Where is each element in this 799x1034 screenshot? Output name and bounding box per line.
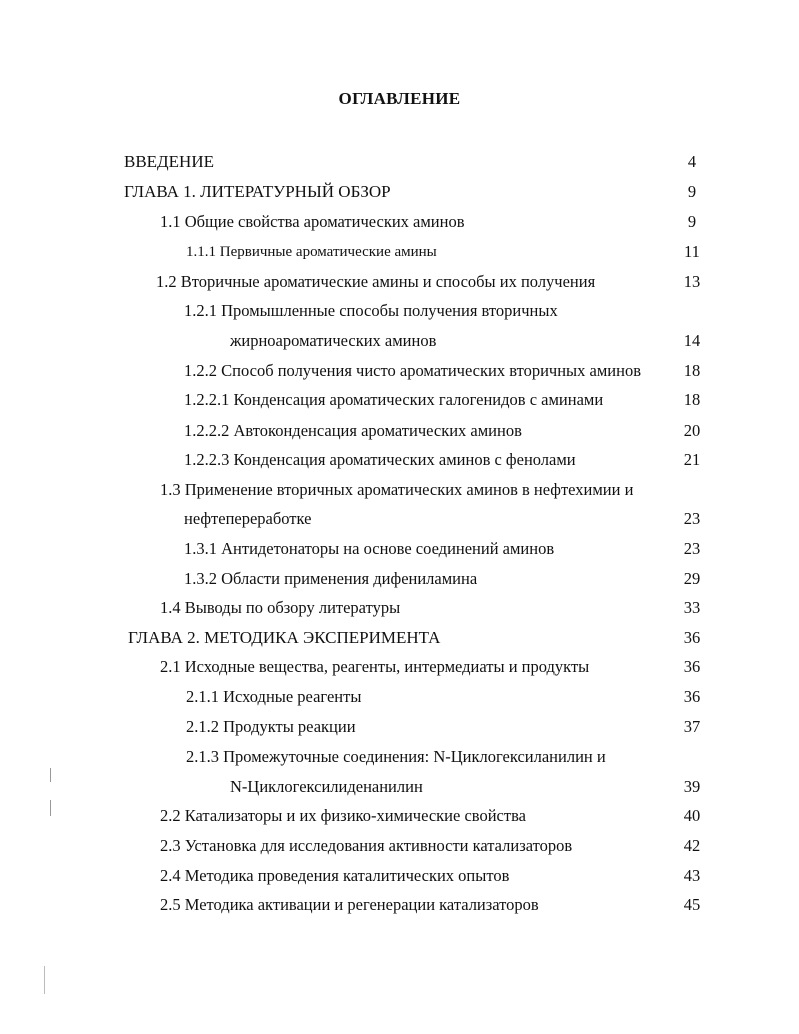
toc-entry-1-1-1 xyxy=(0,240,799,264)
toc-entry-text: 1.1.1 Первичные ароматические амины xyxy=(186,244,437,260)
toc-entry-1-3-1 xyxy=(0,537,799,561)
toc-entry-page: 9 xyxy=(687,212,697,231)
toc-entry-page: 29 xyxy=(683,569,701,588)
toc-entry-text: 2.5 Методика активации и регенерации катализаторов xyxy=(160,895,539,914)
toc-entry-page: 37 xyxy=(683,717,701,736)
toc-entry-2-4 xyxy=(0,864,799,888)
toc-entry-2-1 xyxy=(0,655,799,679)
toc-entry-chapter-2 xyxy=(0,626,799,650)
toc-entry-1-2-2 xyxy=(0,359,799,383)
toc-entry-text: нефтепереработке xyxy=(184,509,312,528)
toc-entry-page: 18 xyxy=(683,390,701,409)
toc-entry-1-2-2-1 xyxy=(0,388,799,412)
toc-entry-text: 1.4 Выводы по обзору литературы xyxy=(160,598,401,617)
toc-entry-text: 1.2.1 Промышленные способы получения вторичных xyxy=(184,301,558,320)
toc-entry-page: 33 xyxy=(683,598,701,617)
toc-entry-page: 42 xyxy=(683,836,701,855)
toc-entry-text: 1.3.1 Антидетонаторы на основе соединений аминов xyxy=(184,539,555,558)
toc-entry-text: 2.2 Катализаторы и их физико-химические свойства xyxy=(160,806,526,825)
toc-entry-1-4 xyxy=(0,596,799,620)
toc-entry-page: 45 xyxy=(683,895,701,914)
toc-entry-text: 2.4 Методика проведения каталитических опытов xyxy=(160,866,510,885)
toc-entry-text: 2.1.3 Промежуточные соединения: N-Циклогексиланилин и xyxy=(186,747,606,766)
toc-entry-text: 2.1 Исходные вещества, реагенты, интермедиаты и продукты xyxy=(160,657,590,676)
toc-entry-page: 18 xyxy=(683,361,701,380)
toc-entry-page: 4 xyxy=(687,152,697,171)
toc-entry-text: ГЛАВА 2. МЕТОДИКА ЭКСПЕРИМЕНТА xyxy=(128,628,441,647)
toc-entry-page: 36 xyxy=(683,628,701,647)
toc-entry-1-2 xyxy=(0,270,799,294)
toc-entry-text: N-Циклогексилиденанилин xyxy=(230,777,423,796)
toc-entry-text: жирноароматических аминов xyxy=(230,331,437,350)
toc-entry-chapter-1 xyxy=(0,180,799,204)
toc-entry-text: ГЛАВА 1. ЛИТЕРАТУРНЫЙ ОБЗОР xyxy=(124,182,391,201)
toc-entry-page: 36 xyxy=(683,687,701,706)
toc-entry-page: 23 xyxy=(683,509,701,528)
toc-entry-2-2 xyxy=(0,804,799,828)
toc-entry-text: 2.1.1 Исходные реагенты xyxy=(186,687,362,706)
toc-entry-text: 1.2.2 Способ получения чисто ароматических вторичных аминов xyxy=(184,361,641,380)
toc-entry-1-2-2-3 xyxy=(0,448,799,472)
toc-entry-1-2-1 xyxy=(0,299,799,323)
toc-entry-page: 20 xyxy=(683,421,701,440)
scan-artifact-mark xyxy=(50,768,51,782)
toc-entry-page: 40 xyxy=(683,806,701,825)
toc-entry-2-5 xyxy=(0,893,799,917)
scan-artifact-mark xyxy=(50,800,51,816)
toc-entry-text: 2.3 Установка для исследования активности катализаторов xyxy=(160,836,573,855)
toc-entry-text: 1.2.2.2 Автоконденсация ароматических аминов xyxy=(184,421,522,440)
toc-entry-1-3-2 xyxy=(0,567,799,591)
toc-entry-1-3-cont xyxy=(0,507,799,531)
toc-entry-page: 9 xyxy=(687,182,697,201)
toc-entry-2-1-2 xyxy=(0,715,799,739)
toc-entry-2-1-1 xyxy=(0,685,799,709)
toc-entry-page: 21 xyxy=(683,450,701,469)
toc-entry-text: 1.2 Вторичные ароматические амины и способы их получения xyxy=(156,272,596,291)
toc-entry-2-3 xyxy=(0,834,799,858)
toc-entry-text: 1.2.2.1 Конденсация ароматических галогенидов с аминами xyxy=(184,390,604,409)
toc-entry-1-2-1-cont xyxy=(0,329,799,353)
toc-entry-page: 23 xyxy=(683,539,701,558)
toc-entry-text: 1.1 Общие свойства ароматических аминов xyxy=(160,212,465,231)
toc-entry-text: 1.3.2 Области применения дифениламина xyxy=(184,569,478,588)
toc-entry-text: 1.3 Применение вторичных ароматических аминов в нефтехимии и xyxy=(160,480,634,499)
toc-entry-page: 14 xyxy=(683,331,701,350)
toc-entry-page: 13 xyxy=(683,272,701,291)
scan-artifact-mark xyxy=(44,966,45,994)
toc-entry-page: 43 xyxy=(683,866,701,885)
toc-entry-1-1 xyxy=(0,210,799,234)
toc-entry-2-1-3 xyxy=(0,745,799,769)
toc-entry-text: 2.1.2 Продукты реакции xyxy=(186,717,356,736)
toc-entry-text: ВВЕДЕНИЕ xyxy=(124,152,214,171)
toc-entry-page: 11 xyxy=(684,242,700,261)
toc-entry-page: 39 xyxy=(683,777,701,796)
toc-entry-2-1-3-cont xyxy=(0,775,799,799)
toc-entry-1-2-2-2 xyxy=(0,419,799,443)
toc-entry-introduction xyxy=(0,150,799,174)
toc-entry-page: 36 xyxy=(683,657,701,676)
page-title: ОГЛАВЛЕНИЕ xyxy=(338,89,461,108)
toc-entry-1-3 xyxy=(0,478,799,502)
toc-entry-text: 1.2.2.3 Конденсация ароматических аминов с фенолами xyxy=(184,450,576,469)
